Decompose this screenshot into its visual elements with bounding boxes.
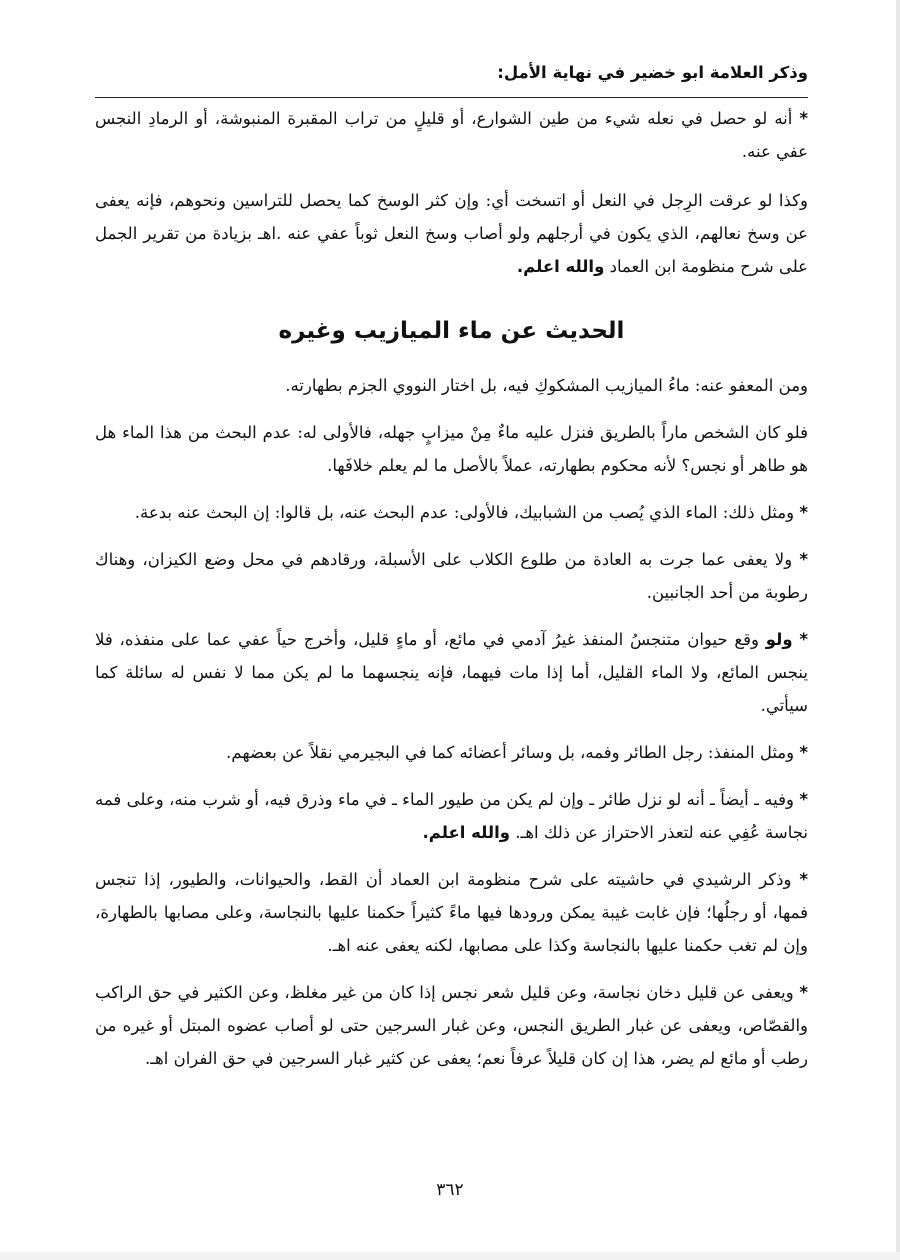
paragraph-text: فلو كان الشخص ماراً بالطريق فنزل عليه ماءٌ مِنْ ميزابٍ جهله، فالأولى له: عدم البحث من هذا الماء هل هو طاهر أو نجس؟ لأنه محكوم بطهارته، عملاً بالأصل ما لم يعلم خلافَها. [95, 423, 808, 475]
bullet-star: * [799, 550, 809, 569]
paragraph [95, 184, 808, 283]
section-title: الحديث عن ماء الميازيب وغيره [278, 318, 625, 344]
paragraph [95, 783, 808, 849]
bullet-star: * [799, 503, 808, 522]
paragraph-text: وذكر الرشيدي في حاشيته على شرح منظومة ابن العماد أن القط، والحيوانات، والطيور، إذا تنجس فمها، أو رجلُها؛ فإن غابت غيبة يمكن ورودها فيها ماءً كثيراً حكمنا عليها بالنجاسة، وعلى مصابها بالطهارة، وإن لم تغب حكمنا عليها بالنجاسة وكذا على مصابها، لكنه يعفى عنه اهـ. [95, 870, 808, 955]
paragraph-text: ومثل ذلك: الماء الذي يُصب من الشبابيك، فالأولى: عدم البحث عنه، بل قالوا: إن البحث عنه بدعة. [134, 503, 795, 522]
page-edge [896, 0, 900, 1260]
bullet-star: * [799, 790, 809, 809]
header-rule [95, 97, 808, 98]
paragraph [95, 736, 808, 769]
page-bottom-edge [0, 1252, 900, 1260]
bullet-star: * [799, 983, 809, 1002]
text-column [95, 58, 808, 1075]
header-line: وذكر العلامة ابو خضير في نهاية الأمل: [497, 63, 808, 82]
paragraph-text: وكذا لو عرقت الرِجل في النعل أو اتسخت أي: وإن كثر الوسخ كما يحصل للتراسين ونحوهم، فإنه يعفى عن وسخ نعالهم، الذي يكون في أرجلهم ولو أصاب وسخ النعل ثوباً عفي عنه .اهـ بزيادة من تقرير الجمل على شرح منظومة ابن العماد [95, 191, 808, 276]
paragraph-text: ويعفى عن قليل دخان نجاسة، وعن قليل شعر نجس إذا كان من غير مغلظ، وعن الكثير في حق الراكب والقصّاص، ويعفى عن غبار الطريق النجس، وعن غبار السرجين حتى لو أصاب عضوه المبتل أو غيره من رطب أو مائع لم يضر، هذا إن كان قليلاً عرفاً نعم؛ يعفى عن كثير غبار السرجين في حق الفران اهـ. [95, 983, 808, 1068]
paragraph [95, 496, 808, 529]
paragraph [95, 623, 808, 722]
bullet-star: * [799, 743, 808, 762]
paragraph-text: وفيه ـ أيضاً ـ أنه لو نزل طائر ـ وإن لم يكن من طيور الماء ـ في ماء وذرق فيه، أو شرب منه، وعلى فمه نجاسة عُفِي عنه لتعذر الاحتراز عن ذلك اهـ. [95, 790, 808, 842]
paragraph-text: أنه لو حصل في نعله شيء من طين الشوارع، أو قليلٍ من تراب المقبرة المنبوشة، أو الرمادِ النجس عفي عنه. [95, 109, 808, 161]
paragraph-text: ومثل المنفذ: رجل الطائر وفمه، بل وسائر أعضائه كما في البجيرمي نقلاً عن بعضهم. [226, 743, 795, 762]
paragraph-text: ولا يعفى عما جرت به العادة من طلوع الكلاب على الأسبلة، ورقادهم في محل وضع الكيزان، وهناك رطوبة من أحد الجانبين. [95, 550, 808, 602]
paragraph [95, 863, 808, 962]
paragraph-text: وقع حيوان متنجسُ المنفذ غيرُ آدمي في مائع، أو ماءٍ قليل، وأخرج حياً عفي عما على منفذه، فلا ينجس المائع، ولا الماء القليل، أما إذا مات فيهما، فإنه ينجسهما ما لم يكن مما لا نفس له سائلة كما سيأتي. [95, 630, 808, 715]
page-number: ٣٦٢ [436, 1180, 464, 1200]
paragraph-text: ومن المعفو عنه: ماءُ الميازيب المشكوكِ فيه، بل اختار النووي الجزم بطهارته. [285, 376, 808, 395]
paragraph [95, 976, 808, 1075]
bullet-star: * [799, 630, 808, 649]
paragraph [95, 543, 808, 609]
bullet-star: * [799, 870, 808, 889]
lead-word: ولو [765, 630, 793, 649]
bullet-star: * [799, 109, 808, 128]
closing-phrase: والله اعلم. [422, 823, 510, 842]
paragraph [95, 416, 808, 482]
paragraph [95, 102, 808, 168]
paragraph [95, 369, 808, 402]
closing-phrase: والله اعلم. [516, 257, 605, 276]
